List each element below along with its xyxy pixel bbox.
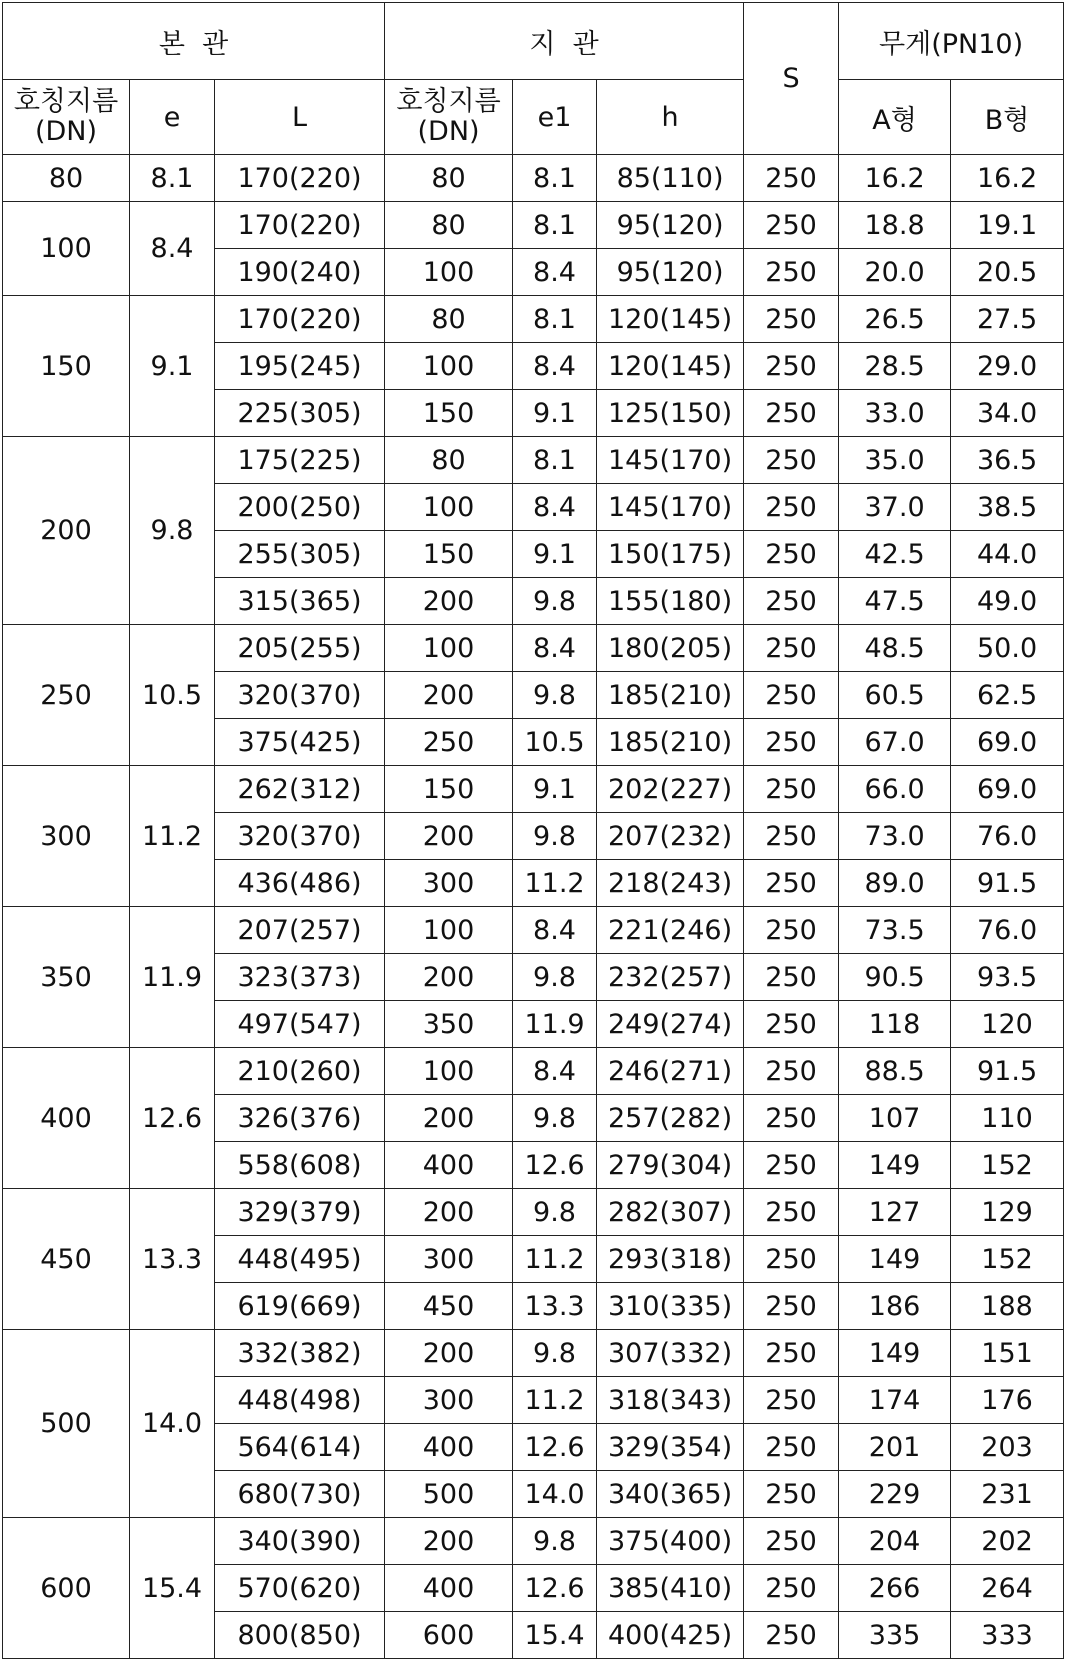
s-cell: 250 — [744, 531, 839, 578]
e-cell: 8.4 — [130, 202, 215, 296]
weight-a-cell: 18.8 — [839, 202, 951, 249]
e1-cell: 8.4 — [513, 249, 597, 296]
table-row — [3, 1048, 1064, 1095]
main-nominal-diameter-header: 호칭지름 (DN) — [3, 80, 130, 155]
weight-a-cell: 90.5 — [839, 954, 951, 1001]
weight-b-cell: 34.0 — [951, 390, 1064, 437]
l-cell: 800(850) — [215, 1612, 385, 1659]
e1-cell: 10.5 — [513, 719, 597, 766]
s-cell: 250 — [744, 1048, 839, 1095]
weight-a-cell: 66.0 — [839, 766, 951, 813]
h-cell: 155(180) — [597, 578, 744, 625]
weight-a-cell: 127 — [839, 1189, 951, 1236]
s-cell: 250 — [744, 672, 839, 719]
weight-a-cell: 118 — [839, 1001, 951, 1048]
h-cell: 257(282) — [597, 1095, 744, 1142]
l-cell: 332(382) — [215, 1330, 385, 1377]
e1-cell: 12.6 — [513, 1142, 597, 1189]
h-cell: 249(274) — [597, 1001, 744, 1048]
branch-dn-cell: 200 — [385, 1095, 513, 1142]
weight-a-cell: 16.2 — [839, 155, 951, 202]
e1-cell: 15.4 — [513, 1612, 597, 1659]
weight-header: 무게(PN10) — [839, 3, 1064, 80]
tee-pipe-spec-table — [2, 2, 1064, 1659]
s-cell: 250 — [744, 1518, 839, 1565]
table-row — [3, 155, 1064, 202]
table-row — [3, 766, 1064, 813]
branch-dn-cell: 500 — [385, 1471, 513, 1518]
e1-cell: 9.8 — [513, 1330, 597, 1377]
e1-cell: 11.2 — [513, 1377, 597, 1424]
weight-a-cell: 174 — [839, 1377, 951, 1424]
main-pipe-header: 본 관 — [3, 3, 385, 80]
main-dn-cell: 400 — [3, 1048, 130, 1189]
branch-dn-cell: 350 — [385, 1001, 513, 1048]
s-cell: 250 — [744, 1142, 839, 1189]
weight-b-cell: 69.0 — [951, 719, 1064, 766]
weight-b-cell: 91.5 — [951, 1048, 1064, 1095]
main-dn-cell: 600 — [3, 1518, 130, 1659]
h-cell: 246(271) — [597, 1048, 744, 1095]
weight-b-cell: 27.5 — [951, 296, 1064, 343]
e1-cell: 9.1 — [513, 531, 597, 578]
weight-b-cell: 120 — [951, 1001, 1064, 1048]
l-cell: 190(240) — [215, 249, 385, 296]
e1-cell: 9.8 — [513, 813, 597, 860]
branch-dn-cell: 200 — [385, 1330, 513, 1377]
s-cell: 250 — [744, 1095, 839, 1142]
main-dn-cell: 200 — [3, 437, 130, 625]
e-cell: 9.8 — [130, 437, 215, 625]
h-cell: 340(365) — [597, 1471, 744, 1518]
e1-cell: 11.2 — [513, 1236, 597, 1283]
table-row — [3, 296, 1064, 343]
header-row-top — [3, 3, 1064, 80]
weight-a-cell: 229 — [839, 1471, 951, 1518]
weight-a-cell: 37.0 — [839, 484, 951, 531]
s-cell: 250 — [744, 1377, 839, 1424]
l-cell: 175(225) — [215, 437, 385, 484]
l-cell: 326(376) — [215, 1095, 385, 1142]
weight-b-cell: 264 — [951, 1565, 1064, 1612]
l-cell: 329(379) — [215, 1189, 385, 1236]
e1-cell: 8.4 — [513, 625, 597, 672]
branch-dn-cell: 300 — [385, 860, 513, 907]
weight-a-cell: 73.5 — [839, 907, 951, 954]
e-cell: 13.3 — [130, 1189, 215, 1330]
s-cell: 250 — [744, 860, 839, 907]
branch-dn-cell: 400 — [385, 1424, 513, 1471]
weight-b-cell: 231 — [951, 1471, 1064, 1518]
type-b-header: B형 — [951, 80, 1064, 155]
e1-cell: 8.1 — [513, 437, 597, 484]
h-cell: 293(318) — [597, 1236, 744, 1283]
weight-b-cell: 16.2 — [951, 155, 1064, 202]
s-cell: 250 — [744, 484, 839, 531]
e-cell: 11.9 — [130, 907, 215, 1048]
branch-dn-cell: 80 — [385, 155, 513, 202]
weight-b-cell: 69.0 — [951, 766, 1064, 813]
s-cell: 250 — [744, 1283, 839, 1330]
branch-dn-cell: 100 — [385, 249, 513, 296]
branch-dn-cell: 100 — [385, 343, 513, 390]
h-cell: 232(257) — [597, 954, 744, 1001]
weight-b-cell: 202 — [951, 1518, 1064, 1565]
e1-cell: 8.4 — [513, 1048, 597, 1095]
h-cell: 282(307) — [597, 1189, 744, 1236]
main-dn-cell: 100 — [3, 202, 130, 296]
main-dn-cell: 500 — [3, 1330, 130, 1518]
l-cell: 225(305) — [215, 390, 385, 437]
h-cell: 207(232) — [597, 813, 744, 860]
l-cell: 564(614) — [215, 1424, 385, 1471]
e-cell: 9.1 — [130, 296, 215, 437]
l-cell: 619(669) — [215, 1283, 385, 1330]
branch-nominal-diameter-header: 호칭지름 (DN) — [385, 80, 513, 155]
s-cell: 250 — [744, 578, 839, 625]
weight-a-cell: 67.0 — [839, 719, 951, 766]
branch-dn-cell: 200 — [385, 578, 513, 625]
weight-a-cell: 107 — [839, 1095, 951, 1142]
l-cell: 323(373) — [215, 954, 385, 1001]
l-cell: 255(305) — [215, 531, 385, 578]
h-cell: 385(410) — [597, 1565, 744, 1612]
table-row — [3, 202, 1064, 249]
weight-a-cell: 149 — [839, 1142, 951, 1189]
table-row — [3, 1189, 1064, 1236]
s-cell: 250 — [744, 155, 839, 202]
branch-dn-cell: 150 — [385, 531, 513, 578]
h-cell: 310(335) — [597, 1283, 744, 1330]
s-cell: 250 — [744, 1189, 839, 1236]
branch-dn-cell: 400 — [385, 1565, 513, 1612]
l-cell: 320(370) — [215, 813, 385, 860]
branch-dn-cell: 250 — [385, 719, 513, 766]
main-dn-cell: 350 — [3, 907, 130, 1048]
s-cell: 250 — [744, 437, 839, 484]
e1-cell: 9.8 — [513, 578, 597, 625]
s-cell: 250 — [744, 813, 839, 860]
table-row — [3, 625, 1064, 672]
h-header: h — [597, 80, 744, 155]
h-cell: 185(210) — [597, 719, 744, 766]
weight-a-cell: 28.5 — [839, 343, 951, 390]
branch-dn-cell: 80 — [385, 202, 513, 249]
branch-dn-cell: 300 — [385, 1236, 513, 1283]
weight-b-cell: 129 — [951, 1189, 1064, 1236]
e1-cell: 9.1 — [513, 766, 597, 813]
e1-cell: 9.8 — [513, 1095, 597, 1142]
e1-cell: 8.4 — [513, 484, 597, 531]
h-cell: 150(175) — [597, 531, 744, 578]
weight-a-cell: 201 — [839, 1424, 951, 1471]
branch-dn-cell: 150 — [385, 390, 513, 437]
s-cell: 250 — [744, 343, 839, 390]
e-cell: 11.2 — [130, 766, 215, 907]
e-cell: 14.0 — [130, 1330, 215, 1518]
e1-cell: 9.8 — [513, 954, 597, 1001]
e1-cell: 8.1 — [513, 202, 597, 249]
h-cell: 95(120) — [597, 249, 744, 296]
type-a-header: A형 — [839, 80, 951, 155]
l-cell: 497(547) — [215, 1001, 385, 1048]
branch-dn-cell: 100 — [385, 484, 513, 531]
weight-a-cell: 73.0 — [839, 813, 951, 860]
s-cell: 250 — [744, 202, 839, 249]
l-cell: 320(370) — [215, 672, 385, 719]
e1-header: e1 — [513, 80, 597, 155]
l-cell: 170(220) — [215, 296, 385, 343]
s-cell: 250 — [744, 766, 839, 813]
weight-b-cell: 44.0 — [951, 531, 1064, 578]
l-cell: 210(260) — [215, 1048, 385, 1095]
h-cell: 120(145) — [597, 343, 744, 390]
weight-b-cell: 76.0 — [951, 813, 1064, 860]
l-cell: 436(486) — [215, 860, 385, 907]
main-dn-cell: 150 — [3, 296, 130, 437]
main-dn-cell: 450 — [3, 1189, 130, 1330]
h-cell: 145(170) — [597, 437, 744, 484]
weight-a-cell: 33.0 — [839, 390, 951, 437]
l-cell: 170(220) — [215, 155, 385, 202]
s-cell: 250 — [744, 1612, 839, 1659]
branch-dn-cell: 200 — [385, 954, 513, 1001]
s-header: S — [744, 3, 839, 155]
weight-a-cell: 186 — [839, 1283, 951, 1330]
weight-b-cell: 152 — [951, 1236, 1064, 1283]
s-cell: 250 — [744, 1471, 839, 1518]
e1-cell: 9.1 — [513, 390, 597, 437]
l-cell: 315(365) — [215, 578, 385, 625]
weight-a-cell: 26.5 — [839, 296, 951, 343]
e1-cell: 12.6 — [513, 1424, 597, 1471]
weight-a-cell: 335 — [839, 1612, 951, 1659]
s-cell: 250 — [744, 954, 839, 1001]
branch-pipe-header: 지 관 — [385, 3, 744, 80]
weight-a-cell: 149 — [839, 1236, 951, 1283]
e-cell: 12.6 — [130, 1048, 215, 1189]
header-row-sub — [3, 80, 1064, 155]
h-cell: 400(425) — [597, 1612, 744, 1659]
weight-b-cell: 50.0 — [951, 625, 1064, 672]
l-cell: 170(220) — [215, 202, 385, 249]
s-cell: 250 — [744, 1565, 839, 1612]
h-cell: 218(243) — [597, 860, 744, 907]
s-cell: 250 — [744, 907, 839, 954]
e1-cell: 8.4 — [513, 343, 597, 390]
e-cell: 10.5 — [130, 625, 215, 766]
e-cell: 8.1 — [130, 155, 215, 202]
e1-cell: 8.1 — [513, 155, 597, 202]
l-cell: 200(250) — [215, 484, 385, 531]
e1-cell: 14.0 — [513, 1471, 597, 1518]
s-cell: 250 — [744, 1236, 839, 1283]
l-cell: 195(245) — [215, 343, 385, 390]
weight-a-cell: 35.0 — [839, 437, 951, 484]
main-dn-cell: 300 — [3, 766, 130, 907]
s-cell: 250 — [744, 390, 839, 437]
l-header: L — [215, 80, 385, 155]
h-cell: 85(110) — [597, 155, 744, 202]
weight-a-cell: 149 — [839, 1330, 951, 1377]
l-cell: 558(608) — [215, 1142, 385, 1189]
weight-a-cell: 20.0 — [839, 249, 951, 296]
main-dn-cell: 250 — [3, 625, 130, 766]
weight-b-cell: 152 — [951, 1142, 1064, 1189]
l-cell: 205(255) — [215, 625, 385, 672]
branch-dn-cell: 300 — [385, 1377, 513, 1424]
weight-a-cell: 89.0 — [839, 860, 951, 907]
s-cell: 250 — [744, 296, 839, 343]
weight-b-cell: 333 — [951, 1612, 1064, 1659]
weight-b-cell: 62.5 — [951, 672, 1064, 719]
table-row — [3, 437, 1064, 484]
weight-a-cell: 266 — [839, 1565, 951, 1612]
weight-b-cell: 93.5 — [951, 954, 1064, 1001]
weight-a-cell: 47.5 — [839, 578, 951, 625]
table-row — [3, 1330, 1064, 1377]
weight-a-cell: 60.5 — [839, 672, 951, 719]
s-cell: 250 — [744, 719, 839, 766]
branch-dn-cell: 450 — [385, 1283, 513, 1330]
e-header: e — [130, 80, 215, 155]
l-cell: 340(390) — [215, 1518, 385, 1565]
e1-cell: 9.8 — [513, 1518, 597, 1565]
branch-dn-cell: 200 — [385, 1518, 513, 1565]
branch-dn-cell: 80 — [385, 437, 513, 484]
weight-b-cell: 110 — [951, 1095, 1064, 1142]
main-dn-cell: 80 — [3, 155, 130, 202]
s-cell: 250 — [744, 1001, 839, 1048]
l-cell: 448(498) — [215, 1377, 385, 1424]
weight-a-cell: 204 — [839, 1518, 951, 1565]
l-cell: 680(730) — [215, 1471, 385, 1518]
h-cell: 279(304) — [597, 1142, 744, 1189]
branch-dn-cell: 80 — [385, 296, 513, 343]
s-cell: 250 — [744, 1330, 839, 1377]
weight-a-cell: 48.5 — [839, 625, 951, 672]
branch-dn-cell: 100 — [385, 1048, 513, 1095]
branch-dn-cell: 200 — [385, 672, 513, 719]
l-cell: 207(257) — [215, 907, 385, 954]
e1-cell: 13.3 — [513, 1283, 597, 1330]
h-cell: 375(400) — [597, 1518, 744, 1565]
h-cell: 221(246) — [597, 907, 744, 954]
e1-cell: 8.4 — [513, 907, 597, 954]
weight-b-cell: 91.5 — [951, 860, 1064, 907]
branch-dn-cell: 150 — [385, 766, 513, 813]
weight-b-cell: 29.0 — [951, 343, 1064, 390]
weight-b-cell: 49.0 — [951, 578, 1064, 625]
l-cell: 262(312) — [215, 766, 385, 813]
branch-dn-cell: 100 — [385, 907, 513, 954]
s-cell: 250 — [744, 625, 839, 672]
h-cell: 307(332) — [597, 1330, 744, 1377]
h-cell: 185(210) — [597, 672, 744, 719]
s-cell: 250 — [744, 249, 839, 296]
table-row — [3, 907, 1064, 954]
weight-b-cell: 203 — [951, 1424, 1064, 1471]
weight-a-cell: 88.5 — [839, 1048, 951, 1095]
e1-cell: 8.1 — [513, 296, 597, 343]
weight-b-cell: 20.5 — [951, 249, 1064, 296]
h-cell: 145(170) — [597, 484, 744, 531]
h-cell: 318(343) — [597, 1377, 744, 1424]
h-cell: 125(150) — [597, 390, 744, 437]
h-cell: 120(145) — [597, 296, 744, 343]
branch-dn-cell: 200 — [385, 1189, 513, 1236]
spec-table-container — [2, 2, 1064, 1659]
branch-dn-cell: 600 — [385, 1612, 513, 1659]
e1-cell: 11.9 — [513, 1001, 597, 1048]
h-cell: 95(120) — [597, 202, 744, 249]
e1-cell: 9.8 — [513, 1189, 597, 1236]
h-cell: 329(354) — [597, 1424, 744, 1471]
weight-b-cell: 188 — [951, 1283, 1064, 1330]
weight-b-cell: 36.5 — [951, 437, 1064, 484]
e-cell: 15.4 — [130, 1518, 215, 1659]
weight-b-cell: 76.0 — [951, 907, 1064, 954]
weight-b-cell: 38.5 — [951, 484, 1064, 531]
table-row — [3, 1518, 1064, 1565]
l-cell: 448(495) — [215, 1236, 385, 1283]
h-cell: 202(227) — [597, 766, 744, 813]
branch-dn-cell: 100 — [385, 625, 513, 672]
weight-b-cell: 19.1 — [951, 202, 1064, 249]
h-cell: 180(205) — [597, 625, 744, 672]
branch-dn-cell: 200 — [385, 813, 513, 860]
e1-cell: 12.6 — [513, 1565, 597, 1612]
weight-b-cell: 176 — [951, 1377, 1064, 1424]
weight-a-cell: 42.5 — [839, 531, 951, 578]
weight-b-cell: 151 — [951, 1330, 1064, 1377]
s-cell: 250 — [744, 1424, 839, 1471]
e1-cell: 11.2 — [513, 860, 597, 907]
e1-cell: 9.8 — [513, 672, 597, 719]
branch-dn-cell: 400 — [385, 1142, 513, 1189]
l-cell: 375(425) — [215, 719, 385, 766]
l-cell: 570(620) — [215, 1565, 385, 1612]
